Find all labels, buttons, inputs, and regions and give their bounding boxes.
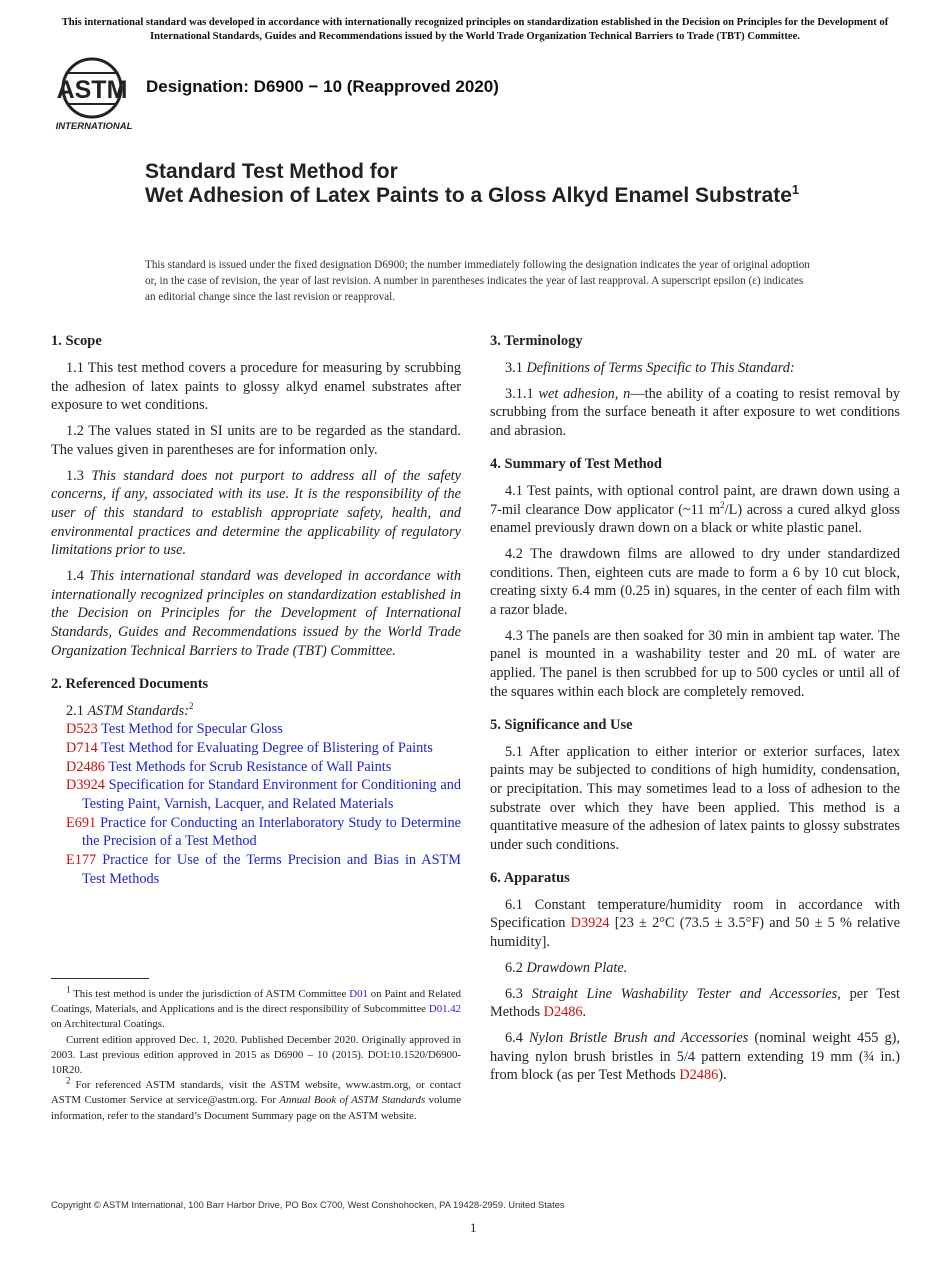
footnote-2: $^2$ For referenced ASTM standards, visit the ASTM website, www.astm.org, or contact ASTM Customer Service at service@astm.org. For Annual Book of ASTM Standards volume information, refer to the standard’s Document Summary page on the ASTM website.: [51, 1075, 461, 1122]
paragraph: 6.4 Nylon Bristle Brush and Accessories (nominal weight 455 g), having nylon brush bristles in 5/4 pattern extending 19 mm (¾ in.) from block (as per Test Methods D2486).: [490, 1029, 900, 1084]
logo-subtext: INTERNATIONAL: [55, 121, 133, 132]
reference-item[interactable]: D523 Test Method for Specular Gloss: [66, 721, 283, 738]
document-title: [145, 160, 845, 208]
right-column: [490, 332, 900, 1099]
section-summary: [490, 455, 900, 702]
section-heading: 4. Summary of Test Method: [490, 455, 662, 472]
section-significance: [490, 716, 900, 855]
paragraph: 3.1 Definitions of Terms Specific to This Standard:: [505, 360, 795, 376]
section-heading: 5. Significance and Use: [490, 716, 633, 733]
paragraph: 3.1.1 wet adhesion, n—the ability of a coating to resist removal by scrubbing from the surface beneath it after exposure to wet conditions and abrasion.: [490, 385, 900, 440]
paragraph: 1.1 This test method covers a procedure for measuring by scrubbing the adhesion of latex paints to glossy alkyd enamel substrates after exposure to wet conditions.: [51, 360, 461, 414]
logo-text: ASTM: [56, 76, 128, 104]
footnote-1: $^1$ This test method is under the jurisdiction of ASTM Committee D01 on Paint and Related Coatings, Materials, and Applications and is the direct responsibility of Subcommittee D01.42 on Architectural Coatings.: [51, 984, 462, 1031]
tbt-banner: This international standard was developed in accordance with internationally recognized principles on standardization established in the Decision on Principles for the Development of International Standards, Guides and Recommendations issued by the World Trade Organization Technical Barriers to Trade (TBT) Committee.: [61, 17, 889, 42]
section-heading: 2. Referenced Documents: [51, 675, 209, 692]
test-method-link[interactable]: D2486: [543, 1004, 583, 1021]
reference-item[interactable]: D2486 Test Methods for Scrub Resistance of Wall Paints: [66, 758, 392, 775]
footnote-edition: Current edition approved Dec. 1, 2020. Published December 2020. Originally approved in 2003. Last previous edition approved in 2015 as D6900 – 10 (2015). DOI:10.1520/D6900-10R20.: [51, 1033, 461, 1077]
designation: Designation: D6900 − 10 (Reapproved 2020): [146, 77, 499, 96]
astm-logo: [52, 56, 136, 132]
footnotes: [51, 984, 462, 1124]
paragraph: 4.2 The drawdown films are allowed to dry under standardized conditions. Then, eighteen cuts are made to form a 6 by 10 cut block, creating sixty 6.4 mm (0.25 in) squares, in the center of each film with a razor blade.: [490, 545, 900, 619]
reference-item[interactable]: D3924 Specification for Standard Environment for Conditioning and Testing Paint, Varnish, Lacquer, and Related Materials: [66, 777, 462, 813]
paragraph: 1.3 This standard does not purport to address all of the safety concerns, if any, associated with its use. It is the responsibility of the user of this standard to establish appropriate safety, health, and environmental practices and determine the applicability of regulatory limitations prior to use.: [51, 467, 461, 559]
reference-item[interactable]: E691 Practice for Conducting an Interlaboratory Study to Determine the Precision of a Test Method: [66, 814, 461, 850]
paragraph: 6.3 Straight Line Washability Tester and Accessories, per Test Methods D2486.: [490, 985, 900, 1021]
paragraph: 6.1 Constant temperature/humidity room in accordance with Specification D3924 [23 ± 2°C (73.5 ± 3.5°F) and 50 ± 5 % relative humidity].: [490, 896, 901, 951]
page-number: 1: [470, 1220, 477, 1235]
paragraph: 4.3 The panels are then soaked for 30 min in ambient tap water. The panel is mounted in a washability tester and 20 mL of water are applied. The panel is then scrubbed for up to 500 cycles or until all of the squares within each block are completely removed.: [490, 627, 900, 700]
test-method-link[interactable]: D2486: [679, 1067, 719, 1084]
section-referenced-documents: [51, 675, 461, 889]
section-apparatus: [490, 869, 900, 1085]
reference-item[interactable]: E177 Practice for Use of the Terms Precision and Bias in ASTM Test Methods: [66, 852, 461, 887]
copyright: Copyright © ASTM International, 100 Barr Harbor Drive, PO Box C700, West Conshohocken, PA 19428-2959. United States: [51, 1199, 565, 1210]
committee-link[interactable]: D01: [349, 988, 368, 1000]
paragraph: 1.2 The values stated in SI units are to be regarded as the standard. The values given in parentheses are for information only.: [51, 423, 461, 458]
section-terminology: [490, 332, 900, 441]
subsection-astm-standards: 2.1 ASTM Standards:$^2$: [66, 700, 194, 719]
section-heading: 1. Scope: [51, 333, 102, 349]
section-heading: 3. Terminology: [490, 333, 583, 349]
issuance-notice: This standard is issued under the fixed designation D6900; the number immediately following the designation indicates the year of original adoption or, in the case of revision, the year of last revision. A number in parentheses indicates the year of last reapproval. A superscript epsilon (ε) indicates an editorial change since the last revision or reapproval.: [145, 259, 810, 304]
title-line2: Wet Adhesion of Latex Paints to a Gloss Alkyd Enamel Substrate$^1$: [145, 182, 800, 207]
footnote-divider: [51, 978, 149, 979]
section-scope: [51, 332, 461, 661]
paragraph: 4.1 Test paints, with optional control paint, are drawn down using a 7-mil clearance Dow applicator (~11 $m^2/L$) across a cured alkyd gloss enamel previously drawn down on a black or white plastic panel.: [490, 482, 900, 537]
paragraph: 6.2 Drawdown Plate.: [505, 959, 628, 976]
left-column: [51, 332, 461, 903]
section-heading: 6. Apparatus: [490, 869, 570, 886]
title-line1: Standard Test Method for: [145, 160, 398, 183]
paragraph: 1.4 This international standard was developed in accordance with internationally recognized principles on standardization established in the Decision on Principles for the Development of International Standards, Guides and Recommendations issued by the World Trade Organization Technical Barriers to Trade (TBT) Committee.: [51, 568, 462, 659]
paragraph: 5.1 After application to either interior or exterior surfaces, latex paints may be subjected to conditions of high humidity, condensation, or precipitation. This may sometimes lead to a loss of adhesion to the substrate over which they have been applied. This method is a quantitative measure of the adhesion of latex paints to glossy substrates under such conditions.: [490, 743, 900, 854]
title-footnote-mark: 1: [791, 182, 800, 197]
subcommittee-link[interactable]: D01.42: [428, 1003, 461, 1016]
reference-item[interactable]: D714 Test Method for Evaluating Degree of Blistering of Paints: [66, 739, 433, 756]
spec-link[interactable]: D3924: [570, 915, 610, 932]
